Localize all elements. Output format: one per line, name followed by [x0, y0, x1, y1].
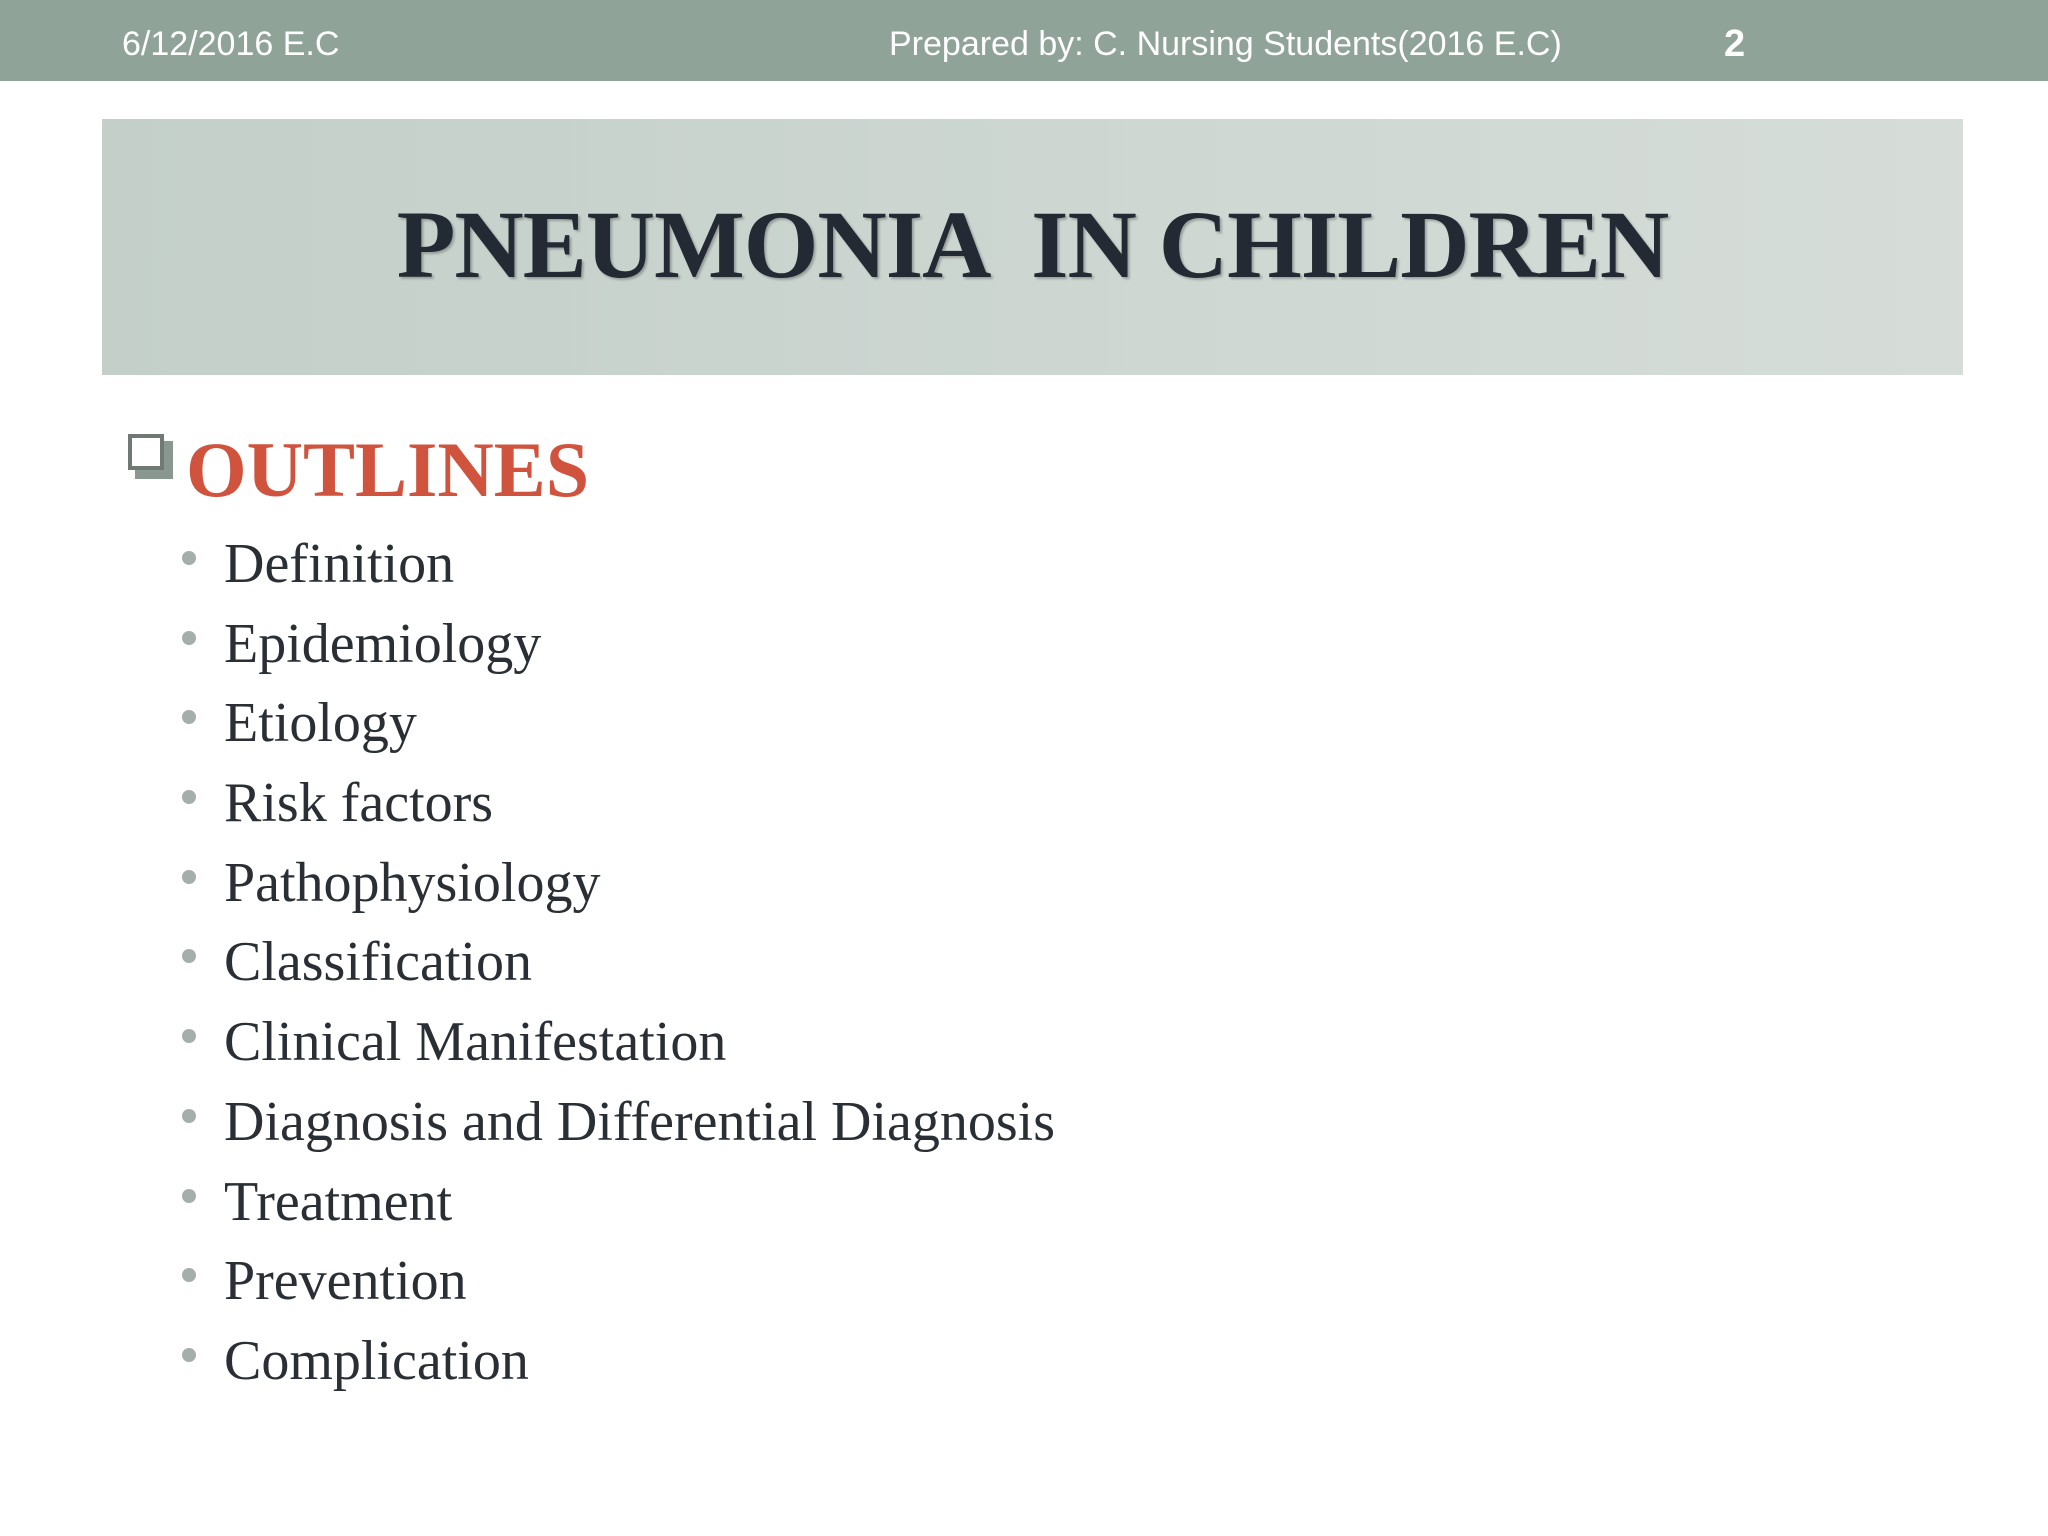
list-item: [182, 924, 1055, 1004]
bullet-icon: [182, 949, 196, 963]
slide-header-bar: [0, 0, 2048, 81]
bullet-icon: [182, 1268, 196, 1282]
list-item: [182, 1243, 1055, 1323]
bullet-icon: [182, 1109, 196, 1123]
section-heading: OUTLINES: [186, 426, 590, 513]
bullet-icon: [182, 790, 196, 804]
list-item-text: Risk factors: [224, 772, 494, 835]
slide-title: PNEUMONIA IN CHILDREN: [396, 190, 1669, 298]
bullet-icon: [182, 870, 196, 884]
list-item: [182, 1164, 1055, 1244]
outline-list: [182, 526, 1055, 1403]
list-item-text: Clinical Manifestation: [224, 1011, 727, 1074]
list-item-text: Pathophysiology: [224, 851, 601, 914]
checkbox-icon: [128, 434, 178, 484]
bullet-icon: [182, 631, 196, 645]
list-item: [182, 685, 1055, 765]
list-item: [182, 845, 1055, 925]
bullet-icon: [182, 1029, 196, 1043]
list-item: [182, 1084, 1055, 1164]
list-item-text: Treatment: [224, 1170, 453, 1233]
bullet-icon: [182, 1348, 196, 1362]
prepared-by-footer: Prepared by: C. Nursing Students(2016 E.C): [889, 25, 1562, 63]
list-item-text: Definition: [224, 533, 455, 595]
bullet-icon: [182, 1189, 196, 1203]
title-band: [102, 119, 1963, 375]
slide-date: 6/12/2016 E.C: [122, 25, 340, 63]
list-item-text: Prevention: [224, 1250, 467, 1313]
list-item: [182, 526, 1055, 606]
list-item: [182, 1323, 1055, 1403]
page-number: 2: [1724, 23, 1746, 65]
list-item: [182, 606, 1055, 686]
list-item-text: Etiology: [224, 692, 417, 755]
list-item-text: Classification: [224, 931, 532, 994]
list-item-text: Complication: [224, 1329, 529, 1392]
list-item-text: Diagnosis and Differential Diagnosis: [224, 1090, 1056, 1153]
bullet-icon: [182, 710, 196, 724]
list-item: [182, 1004, 1055, 1084]
list-item-text: Epidemiology: [224, 612, 542, 675]
outlines-section-header: [128, 426, 590, 513]
list-item: [182, 765, 1055, 845]
bullet-icon: [182, 551, 196, 565]
